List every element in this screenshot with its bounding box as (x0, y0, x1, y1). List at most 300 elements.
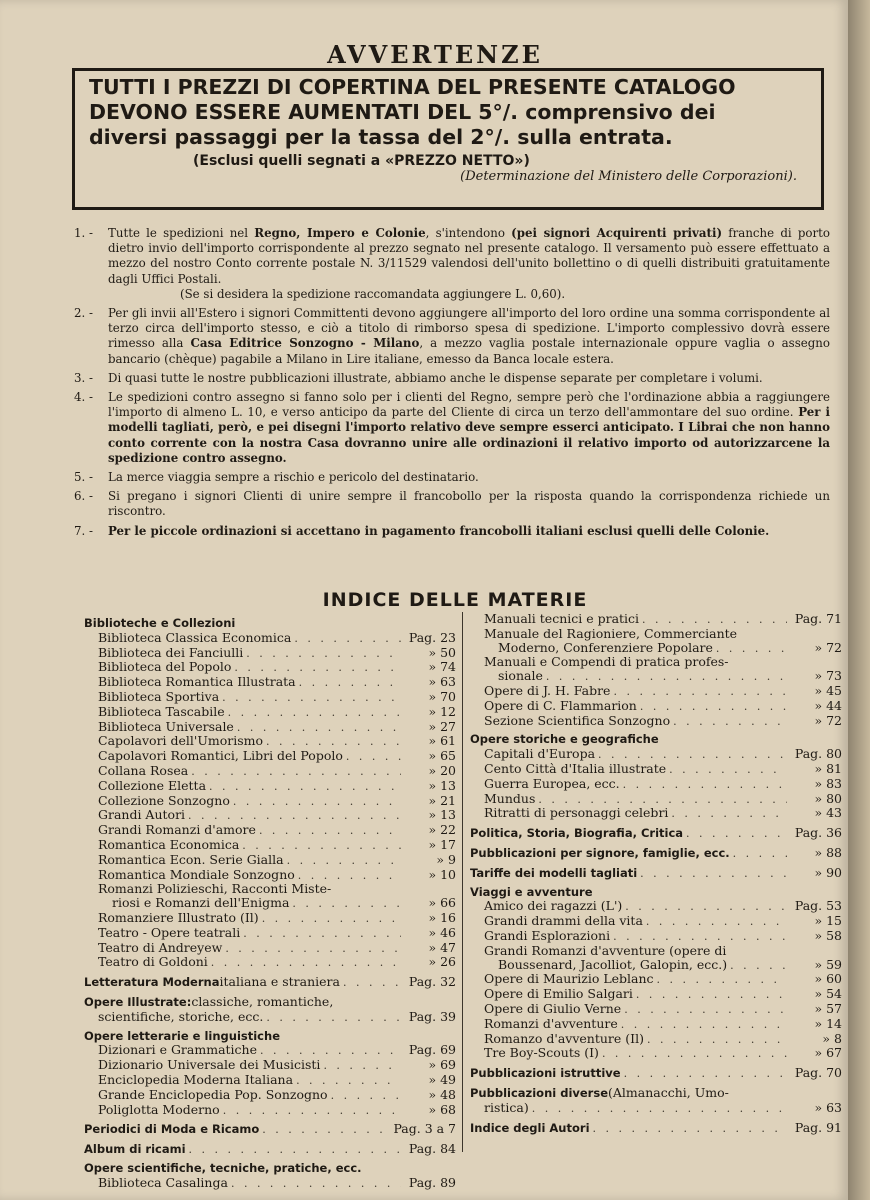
dot-leader (640, 700, 787, 714)
rule-text-part: La merce viaggia sempre a rischio e pericolo del destinatario. (108, 470, 479, 485)
index-entry (84, 631, 456, 646)
entry-page: » 80 (814, 790, 842, 806)
entry-title: Opere di Emilio Salgari (484, 986, 633, 1002)
entry-title: Sezione Scientifica Sonzogno (484, 712, 671, 728)
dot-leader (189, 1143, 401, 1157)
entry-page: » 47 (428, 939, 456, 955)
index-entry (470, 1017, 842, 1032)
dot-leader (669, 763, 787, 777)
entry-page: Pag. 70 (794, 1065, 842, 1081)
entry-page: » 59 (814, 956, 842, 972)
entry-page: » 13 (428, 777, 456, 793)
entry-page: Pag. 89 (408, 1174, 456, 1190)
entry-title: Grandi Romanzi d'amore (98, 822, 256, 838)
entry-title: Biblioteca Casalinga (98, 1174, 228, 1190)
index-entry (470, 958, 842, 973)
entry-title: Mundus (484, 790, 536, 806)
entry-title: Ritratti di personaggi celebri (484, 805, 669, 821)
price-notice-box (72, 68, 824, 210)
section-title: Letteratura Moderna (84, 975, 220, 990)
entry-title: Romantica Mondiale Sonzogno (98, 866, 295, 882)
dot-leader (243, 927, 401, 941)
dot-leader (223, 1104, 401, 1118)
entry-page: » 60 (814, 971, 842, 987)
rule-item (74, 371, 830, 386)
entry-page: » 57 (814, 1000, 842, 1016)
section-subtitle: italiana e straniera (219, 974, 340, 990)
index-entry (84, 941, 456, 956)
dot-leader (262, 912, 401, 926)
rule-text (108, 226, 830, 302)
rule-number: 5. - (74, 470, 93, 485)
dot-leader (625, 900, 787, 914)
index-entry (84, 955, 456, 970)
rule-number: 2. - (74, 306, 93, 321)
entry-page: Pag. 91 (794, 1119, 842, 1135)
rule-item (74, 524, 830, 539)
entry-page: » 65 (428, 748, 456, 764)
rule-number: 7. - (74, 523, 93, 538)
index-entry (84, 896, 456, 911)
index-entry (84, 779, 456, 794)
entry-title: Teatro di Goldoni (98, 954, 208, 970)
rule-text (108, 371, 830, 386)
dot-leader (624, 1003, 787, 1017)
entry-title-continued: Moderno, Conferenziere Popolare (498, 639, 713, 655)
index-entry (84, 1088, 456, 1103)
entry-title: Tre Boy-Scouts (I) (484, 1045, 599, 1061)
section-title: Pubblicazioni istruttive (470, 1066, 621, 1081)
entry-page: » 17 (428, 836, 456, 852)
index-section-entry (470, 846, 842, 861)
dot-leader (532, 1102, 787, 1116)
dot-leader (233, 795, 401, 809)
dot-leader (287, 854, 401, 868)
entry-title: Dizionari e Grammatiche (98, 1042, 257, 1058)
index-entry (470, 669, 842, 684)
index-entry (84, 853, 456, 868)
entry-page: » 12 (428, 703, 456, 719)
index-section-entry (84, 975, 456, 990)
entry-title-continued: Boussenard, Jacolliot, Galopin, ecc.) (498, 956, 728, 972)
entry-page: Pag. 71 (794, 611, 842, 626)
section-title: Politica, Storia, Biografia, Critica (470, 826, 684, 841)
rule-emphasis: Per i modelli tagliati, però, e pei disegni l'importo relativo deve sempre esserci anticipato. I Librai che non hanno conto corrente con la nostra Casa dovranno unire alle ordinazioni il relativo importo od autorizzarcene la spedizione contro assegno. (108, 405, 830, 465)
dot-leader (538, 793, 787, 807)
entry-title: Romanzo d'avventure (Il) (484, 1030, 644, 1046)
page-edge (848, 0, 870, 1200)
dot-leader (716, 642, 787, 656)
entry-page: » 20 (428, 762, 456, 778)
dot-leader (323, 1059, 401, 1073)
entry-page: » 46 (428, 924, 456, 940)
dot-leader (298, 869, 401, 883)
rule-text (108, 489, 830, 519)
dot-leader (231, 1177, 401, 1191)
rule-note: (Se si desidera la spedizione raccomandata aggiungere L. 0,60). (180, 286, 566, 301)
entry-title: Cento Città d'Italia illustrate (484, 760, 667, 776)
index-entry-line1: Manuale del Ragioniere, Commerciante (484, 625, 738, 641)
entry-page: Pag. 84 (408, 1141, 456, 1157)
index-section-entry (470, 1121, 842, 1136)
rule-emphasis: (pei signori Acquirenti privati) (511, 226, 723, 240)
entry-title-continued: riosi e Romanzi dell'Enigma (112, 895, 290, 911)
index-entry (84, 926, 456, 941)
rule-emphasis: Regno, Impero e Colonie (254, 226, 426, 240)
section-title: Album di ricami (84, 1142, 186, 1157)
index-entry (470, 987, 842, 1002)
rule-text-part: , s'intendono (425, 226, 512, 240)
index-section-heading: Opere storiche e geografiche (470, 732, 659, 747)
dot-leader (246, 647, 401, 661)
entry-page: Pag. 32 (408, 974, 456, 990)
rule-item (74, 306, 830, 367)
dot-leader (191, 765, 401, 779)
index-entry (470, 972, 842, 987)
index-entry (84, 660, 456, 675)
entry-page: Pag. 69 (408, 1042, 456, 1058)
dot-leader (262, 1123, 390, 1137)
index-section-entry-line1 (470, 1086, 842, 1101)
entry-page: » 88 (814, 844, 842, 860)
dot-leader (222, 691, 401, 705)
index-section-heading: Viaggi e avventure (470, 884, 593, 899)
rule-text-part: franche di porto dietro invio dell'importo corrispondente al prezzo segnato nel presente catalogo. Il versamento può essere effettuato a mezzo del nostro Conto corrente postale N. 3/11529 valendosi dell'unito bollettino o di quelli distribuiti gratuitamente dagli Uffici Postali. (108, 226, 830, 286)
entry-page: » 49 (428, 1071, 456, 1087)
entry-page: » 73 (814, 668, 842, 684)
index-entry (470, 641, 842, 656)
entry-page: » 44 (814, 697, 842, 713)
entry-page: » 21 (428, 792, 456, 808)
index-entry (84, 720, 456, 735)
entry-page: » 70 (428, 688, 456, 704)
entry-title: Opere di Giulio Verne (484, 1000, 622, 1016)
index-right-column (470, 612, 842, 1135)
dot-leader (613, 685, 787, 699)
entry-page: » 83 (814, 775, 842, 791)
entry-page: » 16 (428, 909, 456, 925)
entry-page: » 15 (814, 913, 842, 929)
entry-title: Collezione Sonzogno (98, 792, 230, 808)
index-entry (84, 911, 456, 926)
entry-page: Pag. 3 a 7 (393, 1121, 456, 1137)
rule-text-part: Le spedizioni contro assegno si fanno solo per i clienti del Regno, sempre però che l'ordinazione abbia a raggiungere l'importo di almeno L. 10, e verso anticipo da parte del Cliente di circa un terzo dell'ammontare del suo ordine. (108, 390, 830, 420)
entry-title: Enciclopedia Moderna Italiana (98, 1071, 294, 1087)
entry-page: » 69 (428, 1057, 456, 1073)
index-section-entry (470, 1066, 842, 1081)
entry-page: » 45 (814, 682, 842, 698)
dot-leader (733, 847, 787, 861)
index-entry (84, 705, 456, 720)
index-entry (470, 1032, 842, 1047)
entry-page: » 8 (822, 1030, 842, 1046)
entry-page: » 27 (428, 718, 456, 734)
index-entry (84, 1103, 456, 1118)
index-entry (84, 1058, 456, 1073)
dot-leader (657, 973, 787, 987)
dot-leader (228, 706, 401, 720)
entry-title: Romanzi d'avventure (484, 1015, 618, 1031)
index-section-heading: Opere scientifiche, tecniche, pratiche, ecc. (84, 1160, 362, 1175)
entry-page: » 61 (428, 733, 456, 749)
rule-item (74, 390, 830, 466)
entry-title: Opere di J. H. Fabre (484, 682, 611, 698)
entry-page: » 58 (814, 927, 842, 943)
rule-number: 6. - (74, 489, 93, 504)
index-entry (470, 762, 842, 777)
index-entry-line1: Romanzi Polizieschi, Racconti Miste- (98, 881, 332, 897)
entry-title: Grandi Esplorazioni (484, 927, 611, 943)
dot-leader (598, 748, 787, 762)
section-title: Pubblicazioni per signore, famiglie, ecc. (470, 845, 730, 860)
dot-leader (546, 670, 787, 684)
dot-leader (188, 809, 401, 823)
dot-leader (234, 661, 401, 675)
entry-title: Guerra Europea, ecc. (484, 775, 620, 791)
dot-leader (237, 721, 401, 735)
index-section-heading: Biblioteche e Collezioni (84, 616, 236, 630)
entry-page: » 90 (814, 864, 842, 880)
entry-title: Opere di C. Flammarion (484, 697, 637, 713)
entry-page: » 72 (814, 712, 842, 728)
entry-page: » 74 (428, 659, 456, 675)
index-entry (84, 734, 456, 749)
index-entry (470, 612, 842, 627)
index-entry (84, 838, 456, 853)
index-entry (84, 823, 456, 838)
dot-leader (730, 959, 787, 973)
notice-line-3: diversi passaggi per la tassa del 2°/. sulla entrata. (89, 125, 673, 149)
rule-text-part: Per gli invii all'Estero i signori Committenti devono aggiungere all'importo del loro ordine una somma corrispondente al terzo circa dell'importo stesso, e ciò a titolo di rimborso spesa di spedizione. L'importo complessivo dovrà essere rimesso alla (108, 306, 830, 351)
index-section-entry (470, 1101, 842, 1116)
index-entry (84, 794, 456, 809)
entry-title: Biblioteca Sportiva (98, 688, 220, 704)
entry-title: Biblioteca Romantica Illustrata (98, 674, 296, 690)
dot-leader (640, 867, 787, 881)
index-entry (84, 808, 456, 823)
entry-title: Capolavori dell'Umorismo (98, 733, 264, 749)
entry-title: Biblioteca Tascabile (98, 703, 225, 719)
entry-page: » 22 (428, 822, 456, 838)
entry-title: Biblioteca dei Fanciulli (98, 644, 244, 660)
entry-page: » 14 (814, 1015, 842, 1031)
index-section-entry-line1 (84, 995, 456, 1010)
entry-title: Biblioteca del Popolo (98, 659, 232, 675)
rule-text-part: Di quasi tutte le nostre pubblicazioni illustrate, abbiamo anche le dispense separate per completare i volumi. (108, 370, 763, 385)
entry-title: Poliglotta Moderno (98, 1101, 220, 1117)
entry-page: » 67 (814, 1045, 842, 1061)
index-entry (84, 690, 456, 705)
column-divider (462, 612, 463, 1152)
entry-page: » 43 (814, 805, 842, 821)
rule-number: 1. - (74, 226, 93, 240)
rule-text (108, 470, 830, 485)
rule-item (74, 489, 830, 519)
dot-leader (642, 613, 787, 627)
notice-line-2: DEVONO ESSERE AUMENTATI DEL 5°/. comprensivo dei (89, 100, 716, 124)
entry-title: Grande Enciclopedia Pop. Sonzogno (98, 1086, 328, 1102)
rule-item (74, 226, 830, 302)
rule-text (108, 524, 830, 539)
entry-page: » 63 (428, 674, 456, 690)
rule-text-part: Si pregano i signori Clienti di unire sempre il francobollo per la risposta quando la corrispondenza richiede un riscontro. (108, 489, 830, 519)
dot-leader (294, 632, 401, 646)
entry-page: Pag. 53 (794, 898, 842, 914)
entry-page: » 68 (428, 1101, 456, 1117)
dot-leader (647, 1033, 787, 1047)
dot-leader (242, 839, 401, 853)
section-subtitle: (Almanacchi, Umo- (608, 1084, 729, 1100)
rule-text (108, 390, 830, 466)
index-entry (84, 764, 456, 779)
entry-page: » 48 (428, 1086, 456, 1102)
entry-title: Opere di Maurizio Leblanc (484, 971, 654, 987)
dot-leader (593, 1122, 787, 1136)
entry-page: » 66 (428, 895, 456, 911)
entry-page: » 26 (428, 954, 456, 970)
entry-page: » 13 (428, 807, 456, 823)
dot-leader (623, 778, 787, 792)
rule-text-part: , a mezzo vaglia postale internazionale oppure vaglia o assegno bancario (chèque) pagabile a Milano in Lire italiane, emesso da Banca locale estera. (108, 336, 830, 366)
dot-leader (343, 976, 401, 990)
index-entry (470, 914, 842, 929)
index-entry (470, 899, 842, 914)
dot-leader (613, 930, 787, 944)
dot-leader (673, 715, 787, 729)
index-section-entry (84, 1122, 456, 1137)
entry-title: Grandi drammi della vita (484, 913, 643, 929)
section-title: Periodici di Moda e Ricamo (84, 1122, 260, 1137)
entry-page: » 72 (814, 639, 842, 655)
index-entry-line1: Grandi Romanzi d'avventure (opere di (484, 942, 727, 958)
rule-emphasis: Per le piccole ordinazioni si accettano in pagamento francobolli italiani esclusi quelli delle Colonie. (108, 523, 770, 538)
index-title: INDICE DELLE MATERIE (322, 589, 588, 611)
rules-list (74, 226, 830, 543)
dot-leader (209, 780, 401, 794)
index-entry (84, 1043, 456, 1058)
index-entry (84, 749, 456, 764)
index-entry (470, 929, 842, 944)
dot-leader (266, 1011, 401, 1025)
index-entry (470, 806, 842, 821)
entry-title: Manuali tecnici e pratici (484, 611, 640, 626)
index-section-entry (470, 866, 842, 881)
rule-emphasis: Casa Editrice Sonzogno - Milano (190, 336, 420, 351)
entry-page: » 81 (814, 760, 842, 776)
entry-title: Capitali d'Europa (484, 746, 596, 762)
index-entry (470, 777, 842, 792)
entry-page: » 54 (814, 986, 842, 1002)
notice-ministry-note: (Determinazione del Ministero delle Corporazioni). (460, 169, 797, 184)
page-title: AVVERTENZE (327, 40, 543, 69)
entry-title: Teatro di Andreyew (98, 939, 223, 955)
index-entry (470, 714, 842, 729)
index-entry-line1: Manuali e Compendi di pratica profes- (484, 654, 729, 670)
entry-page: Pag. 36 (794, 825, 842, 841)
entry-page: Pag. 23 (408, 629, 456, 645)
entry-title: Dizionario Universale dei Musicisti (98, 1057, 321, 1073)
rule-text-part: Tutte le spedizioni nel (108, 226, 255, 240)
notice-exclusion: (Esclusi quelli segnati a «PREZZO NETTO») (193, 153, 530, 169)
section-title: Pubblicazioni diverse (470, 1085, 608, 1100)
entry-title: Grandi Autori (98, 807, 186, 823)
dot-leader (292, 897, 401, 911)
entry-title: Collana Rosea (98, 762, 189, 778)
dot-leader (621, 1018, 787, 1032)
index-entry (470, 699, 842, 714)
dot-leader (636, 988, 787, 1002)
index-section-heading: Opere letterarie e linguistiche (84, 1028, 280, 1043)
dot-leader (266, 735, 401, 749)
index-section-entry (470, 826, 842, 841)
index-entry (84, 646, 456, 661)
notice-line-1: TUTTI I PREZZI DI COPERTINA DEL PRESENTE CATALOGO (89, 75, 736, 99)
dot-leader (671, 807, 787, 821)
entry-page: » 10 (428, 866, 456, 882)
entry-page: » 50 (428, 644, 456, 660)
entry-title: Collezione Eletta (98, 777, 207, 793)
index-entry (470, 1002, 842, 1017)
entry-title-continued: ristica) (484, 1099, 529, 1115)
rule-number: 4. - (74, 390, 93, 405)
rule-item (74, 470, 830, 485)
section-title: Tariffe dei modelli tagliati (470, 865, 638, 880)
rule-number: 3. - (74, 370, 93, 385)
dot-leader (225, 942, 401, 956)
dot-leader (260, 1044, 401, 1058)
dot-leader (602, 1047, 787, 1061)
dot-leader (296, 1074, 401, 1088)
dot-leader (624, 1067, 787, 1081)
index-entry (84, 1176, 456, 1191)
index-entry (84, 675, 456, 690)
dot-leader (331, 1089, 401, 1103)
entry-title-continued: scientifiche, storiche, ecc. (98, 1008, 264, 1024)
entry-title: Romantica Econ. Serie Gialla (98, 851, 284, 867)
index-entry (84, 868, 456, 883)
dot-leader (346, 750, 401, 764)
index-entry (470, 792, 842, 807)
entry-title: Biblioteca Universale (98, 718, 234, 734)
dot-leader (646, 915, 787, 929)
dot-leader (686, 827, 787, 841)
dot-leader (211, 956, 401, 970)
section-title: Opere Illustrate: (84, 994, 192, 1009)
entry-title-continued: sionale (498, 668, 543, 684)
section-title: Indice degli Autori (470, 1120, 590, 1135)
index-entry (470, 747, 842, 762)
entry-title: Romanziere Illustrato (Il) (98, 909, 259, 925)
entry-title: Capolavori Romantici, Libri del Popolo (98, 748, 343, 764)
section-subtitle: classiche, romantiche, (191, 993, 334, 1009)
entry-page: Pag. 39 (408, 1008, 456, 1024)
entry-page: » 9 (436, 851, 456, 867)
entry-page: Pag. 80 (794, 746, 842, 762)
entry-title: Teatro - Opere teatrali (98, 924, 241, 940)
index-entry (84, 1073, 456, 1088)
index-left-column (84, 617, 456, 1190)
dot-leader (299, 676, 401, 690)
rule-text (108, 306, 830, 367)
dot-leader (259, 824, 401, 838)
index-entry (470, 684, 842, 699)
entry-title: Biblioteca Classica Economica (98, 629, 292, 645)
entry-page: » 63 (814, 1099, 842, 1115)
entry-title: Amico dei ragazzi (L') (484, 898, 623, 914)
index-section-entry (84, 1010, 456, 1025)
entry-title: Romantica Economica (98, 836, 240, 852)
index-entry (470, 1046, 842, 1061)
